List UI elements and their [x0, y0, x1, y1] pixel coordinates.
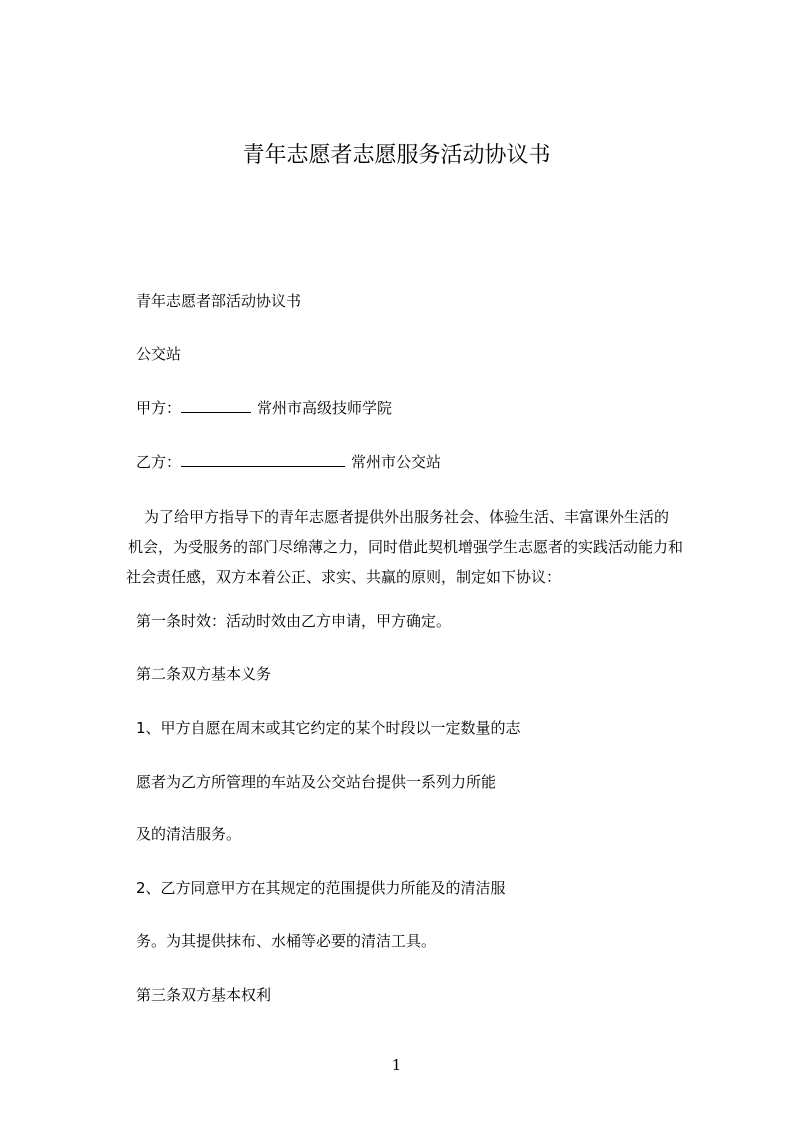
article-1: 第一条时效：活动时效由乙方申请，甲方确定。 [136, 612, 452, 630]
item-1-line-1: 1、甲方自愿在周末或其它约定的某个时段以一定数量的志 [136, 719, 521, 737]
party-a-name: 常州市高级技师学院 [257, 399, 393, 417]
page-number: 1 [391, 1056, 402, 1074]
party-b-blank [181, 450, 345, 467]
item-1-line-2: 愿者为乙方所管理的车站及公交站台提供一系列力所能 [136, 773, 497, 791]
article-2-heading: 第二条双方基本义务 [136, 665, 272, 683]
item-2-line-2: 务。为其提供抹布、水桶等必要的清洁工具。 [136, 932, 437, 950]
party-b-label: 乙方： [136, 453, 182, 471]
article-3-heading: 第三条双方基本权利 [136, 986, 272, 1004]
party-a-label: 甲方： [136, 399, 182, 417]
intro-paragraph [126, 502, 704, 592]
document-title: 青年志愿者志愿服务活动协议书 [242, 143, 551, 168]
party-a-line [136, 396, 392, 420]
intro-line-1: 为了给甲方指导下的青年志愿者提供外出服务社会、体验生活、丰富课外生活的 [144, 508, 670, 526]
item-1-line-3: 及的清洁服务。 [136, 825, 242, 843]
intro-line-2: 机会，为受服务的部门尽绵薄之力，同时借此契机增强学生志愿者的实践活动能力和 [128, 538, 684, 556]
document-subtitle: 青年志愿者部活动协议书 [136, 292, 302, 310]
party-b-line [136, 450, 441, 474]
station-label: 公交站 [136, 345, 182, 363]
item-2-line-1: 2、乙方同意甲方在其规定的范围提供力所能及的清洁服 [136, 879, 506, 897]
intro-line-3: 社会责任感，双方本着公正、求实、共赢的原则，制定如下协议： [126, 568, 562, 586]
party-a-blank [181, 396, 251, 413]
party-b-name: 常州市公交站 [351, 453, 442, 471]
